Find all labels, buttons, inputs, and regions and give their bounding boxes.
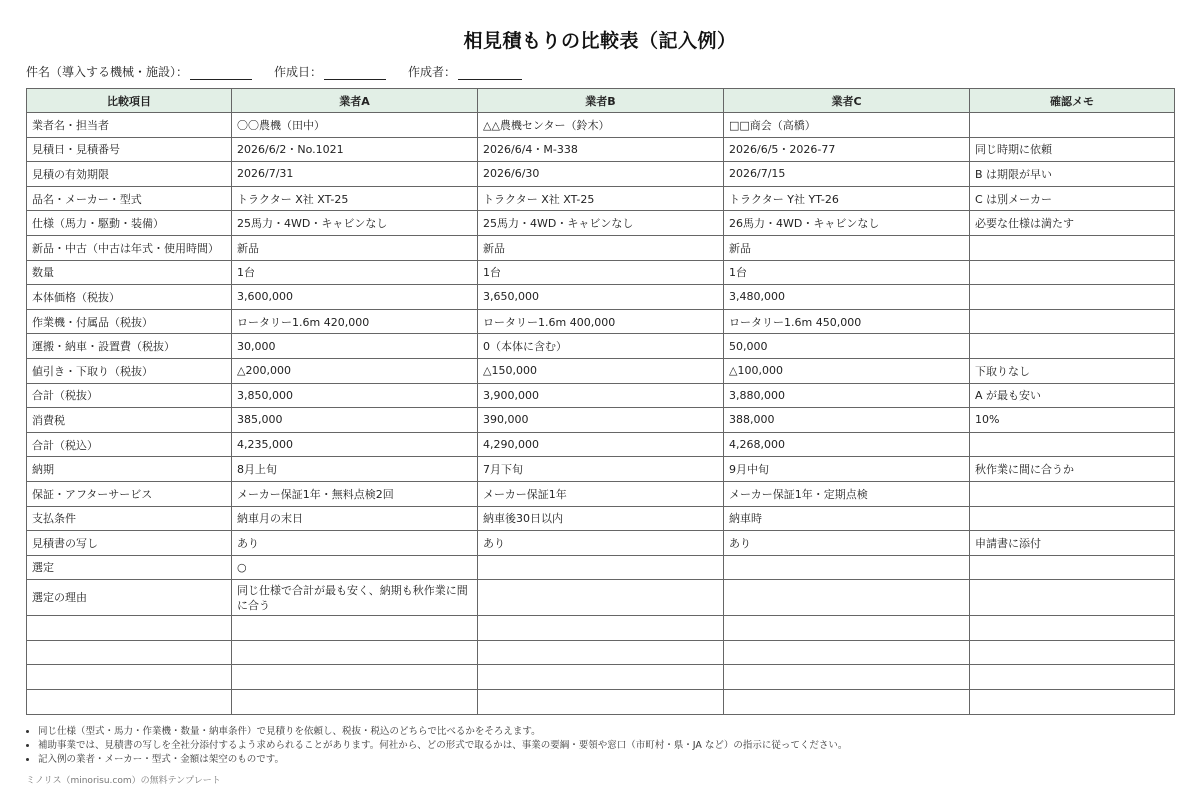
- cell-vendor-c[interactable]: □□商会（高橋）: [724, 113, 970, 138]
- cell-item: 合計（税込）: [27, 432, 232, 457]
- cell-vendor-c[interactable]: 50,000: [724, 334, 970, 359]
- author-field: [408, 63, 522, 80]
- cell-item: 本体価格（税抜）: [27, 285, 232, 310]
- cell-vendor-a[interactable]: 385,000: [232, 408, 478, 433]
- cell-vendor-c[interactable]: [724, 640, 970, 665]
- case-label: 件名（導入する機械・施設）：: [26, 65, 189, 79]
- notes: [26, 725, 847, 767]
- cell-vendor-c[interactable]: ロータリー1.6m 450,000: [724, 309, 970, 334]
- table-row: [27, 506, 1175, 531]
- cell-item: 消費税: [27, 408, 232, 433]
- table-row: [27, 186, 1175, 211]
- table-body: [27, 113, 1175, 715]
- cell-item: 値引き・下取り（税抜）: [27, 358, 232, 383]
- cell-item: 品名・メーカー・型式: [27, 186, 232, 211]
- cell-item: 選定: [27, 555, 232, 580]
- cell-item: 保証・アフターサービス: [27, 481, 232, 506]
- cell-vendor-b[interactable]: [478, 616, 724, 641]
- cell-memo[interactable]: A が最も安い: [970, 383, 1175, 408]
- cell-item: 数量: [27, 260, 232, 285]
- cell-item: 仕様（馬力・駆動・装備）: [27, 211, 232, 236]
- cell-vendor-b[interactable]: 390,000: [478, 408, 724, 433]
- cell-vendor-b[interactable]: [478, 665, 724, 690]
- cell-vendor-c[interactable]: あり: [724, 531, 970, 556]
- cell-vendor-b[interactable]: あり: [478, 531, 724, 556]
- table-row: [27, 162, 1175, 187]
- cell-item: 支払条件: [27, 506, 232, 531]
- cell-vendor-c[interactable]: 新品: [724, 235, 970, 260]
- date-field: [274, 63, 386, 80]
- cell-vendor-a[interactable]: 4,235,000: [232, 432, 478, 457]
- cell-vendor-b[interactable]: メーカー保証1年: [478, 481, 724, 506]
- cell-memo[interactable]: [970, 309, 1175, 334]
- footer-credit: ミノリス（minorisu.com）の無料テンプレート: [26, 776, 221, 786]
- cell-vendor-c[interactable]: 3,880,000: [724, 383, 970, 408]
- cell-vendor-a[interactable]: メーカー保証1年・無料点検2回: [232, 481, 478, 506]
- cell-vendor-b[interactable]: 1台: [478, 260, 724, 285]
- table-row: [27, 481, 1175, 506]
- header-memo: 確認メモ: [970, 89, 1175, 113]
- table-row: [27, 690, 1175, 715]
- cell-vendor-b[interactable]: 3,900,000: [478, 383, 724, 408]
- cell-memo[interactable]: 10%: [970, 408, 1175, 433]
- cell-vendor-b[interactable]: 納車後30日以内: [478, 506, 724, 531]
- cell-vendor-c[interactable]: 1台: [724, 260, 970, 285]
- cell-memo[interactable]: [970, 640, 1175, 665]
- cell-item: 見積日・見積番号: [27, 137, 232, 162]
- cell-vendor-a[interactable]: 3,850,000: [232, 383, 478, 408]
- cell-vendor-a[interactable]: [232, 616, 478, 641]
- cell-vendor-c[interactable]: 2026/6/5・2026-77: [724, 137, 970, 162]
- cell-vendor-c[interactable]: 26馬力・4WD・キャビンなし: [724, 211, 970, 236]
- cell-vendor-b[interactable]: △△農機センター（鈴木）: [478, 113, 724, 138]
- cell-item: 見積の有効期限: [27, 162, 232, 187]
- table-row: [27, 383, 1175, 408]
- cell-vendor-b[interactable]: △150,000: [478, 358, 724, 383]
- cell-item: 作業機・付属品（税抜）: [27, 309, 232, 334]
- cell-vendor-c[interactable]: [724, 616, 970, 641]
- cell-memo[interactable]: [970, 616, 1175, 641]
- cell-vendor-a[interactable]: 納車月の末日: [232, 506, 478, 531]
- cell-item: 運搬・納車・設置費（税抜）: [27, 334, 232, 359]
- page-title: 相見積もりの比較表（記入例）: [463, 30, 737, 52]
- case-blank-line[interactable]: [190, 67, 252, 80]
- table-row: [27, 260, 1175, 285]
- cell-memo[interactable]: [970, 665, 1175, 690]
- cell-vendor-a[interactable]: [232, 690, 478, 715]
- cell-item: 選定の理由: [27, 580, 232, 616]
- cell-vendor-c[interactable]: [724, 690, 970, 715]
- cell-vendor-c[interactable]: トラクター Y社 YT-26: [724, 186, 970, 211]
- table-row: [27, 137, 1175, 162]
- cell-memo[interactable]: [970, 690, 1175, 715]
- table-row: [27, 285, 1175, 310]
- table-row: [27, 309, 1175, 334]
- cell-item: 合計（税抜）: [27, 383, 232, 408]
- table-row: [27, 408, 1175, 433]
- table-row: [27, 358, 1175, 383]
- cell-vendor-b[interactable]: [478, 555, 724, 580]
- cell-item: 新品・中古（中古は年式・使用時間）: [27, 235, 232, 260]
- cell-vendor-a[interactable]: 同じ仕様で合計が最も安く、納期も秋作業に間に合う: [232, 580, 478, 616]
- cell-memo[interactable]: [970, 481, 1175, 506]
- cell-item: [27, 690, 232, 715]
- cell-memo[interactable]: [970, 285, 1175, 310]
- cell-memo[interactable]: [970, 235, 1175, 260]
- cell-vendor-b[interactable]: [478, 640, 724, 665]
- cell-vendor-a[interactable]: [232, 665, 478, 690]
- header-vendor-c: 業者C: [724, 89, 970, 113]
- cell-vendor-b[interactable]: トラクター X社 XT-25: [478, 186, 724, 211]
- cell-vendor-a[interactable]: 〇〇農機（田中）: [232, 113, 478, 138]
- cell-memo[interactable]: [970, 113, 1175, 138]
- note-item: • 記入例の業者・メーカー・型式・金額は架空のものです。: [38, 753, 847, 767]
- cell-vendor-a[interactable]: 1台: [232, 260, 478, 285]
- cell-item: [27, 640, 232, 665]
- cell-vendor-a[interactable]: ○: [232, 555, 478, 580]
- cell-vendor-a[interactable]: ロータリー1.6m 420,000: [232, 309, 478, 334]
- table-row: [27, 334, 1175, 359]
- cell-vendor-a[interactable]: 2026/7/31: [232, 162, 478, 187]
- cell-vendor-a[interactable]: 新品: [232, 235, 478, 260]
- table-row: [27, 531, 1175, 556]
- cell-vendor-c[interactable]: 9月中旬: [724, 457, 970, 482]
- cell-vendor-a[interactable]: △200,000: [232, 358, 478, 383]
- comparison-table: [26, 88, 1175, 715]
- cell-item: 見積書の写し: [27, 531, 232, 556]
- cell-memo[interactable]: 秋作業に間に合うか: [970, 457, 1175, 482]
- date-blank-line[interactable]: [324, 67, 386, 80]
- case-field: [26, 63, 252, 80]
- cell-vendor-b[interactable]: 4,290,000: [478, 432, 724, 457]
- author-label: 作成者：: [408, 65, 457, 79]
- cell-vendor-c[interactable]: [724, 580, 970, 616]
- cell-memo[interactable]: [970, 432, 1175, 457]
- cell-vendor-c[interactable]: △100,000: [724, 358, 970, 383]
- cell-vendor-c[interactable]: 4,268,000: [724, 432, 970, 457]
- cell-memo[interactable]: 申請書に添付: [970, 531, 1175, 556]
- cell-memo[interactable]: [970, 555, 1175, 580]
- header-item: 比較項目: [27, 89, 232, 113]
- cell-vendor-b[interactable]: 新品: [478, 235, 724, 260]
- table-row: [27, 640, 1175, 665]
- cell-vendor-b[interactable]: 2026/6/30: [478, 162, 724, 187]
- cell-item: 納期: [27, 457, 232, 482]
- cell-memo[interactable]: [970, 580, 1175, 616]
- cell-vendor-c[interactable]: [724, 665, 970, 690]
- cell-vendor-c[interactable]: 388,000: [724, 408, 970, 433]
- cell-vendor-b[interactable]: 3,650,000: [478, 285, 724, 310]
- cell-vendor-a[interactable]: [232, 640, 478, 665]
- cell-vendor-a[interactable]: 3,600,000: [232, 285, 478, 310]
- cell-vendor-b[interactable]: 25馬力・4WD・キャビンなし: [478, 211, 724, 236]
- table-row: [27, 432, 1175, 457]
- cell-vendor-a[interactable]: あり: [232, 531, 478, 556]
- cell-memo[interactable]: 必要な仕様は満たす: [970, 211, 1175, 236]
- notes-list: [26, 725, 847, 767]
- cell-memo[interactable]: 下取りなし: [970, 358, 1175, 383]
- cell-vendor-a[interactable]: 2026/6/2・No.1021: [232, 137, 478, 162]
- cell-vendor-a[interactable]: 25馬力・4WD・キャビンなし: [232, 211, 478, 236]
- cell-vendor-b[interactable]: ロータリー1.6m 400,000: [478, 309, 724, 334]
- table-row: [27, 113, 1175, 138]
- author-blank-line[interactable]: [458, 67, 522, 80]
- note-item: • 補助事業では、見積書の写しを全社分添付するよう求められることがあります。何社から、どの形式で取るかは、事業の要綱・要領や窓口（市町村・県・JA など）の指示に従ってください。: [38, 739, 847, 753]
- cell-memo[interactable]: C は別メーカー: [970, 186, 1175, 211]
- table-row: [27, 580, 1175, 616]
- table-row: [27, 457, 1175, 482]
- table-row: [27, 211, 1175, 236]
- table-header-row: [27, 89, 1175, 113]
- cell-vendor-b[interactable]: [478, 580, 724, 616]
- cell-item: [27, 616, 232, 641]
- table-row: [27, 235, 1175, 260]
- cell-vendor-c[interactable]: 3,480,000: [724, 285, 970, 310]
- cell-memo[interactable]: [970, 260, 1175, 285]
- table-row: [27, 555, 1175, 580]
- cell-item: 業者名・担当者: [27, 113, 232, 138]
- document-meta: [26, 63, 522, 80]
- cell-vendor-a[interactable]: 8月上旬: [232, 457, 478, 482]
- note-item: • 同じ仕様（型式・馬力・作業機・数量・納車条件）で見積りを依頼し、税抜・税込のどちらで比べるかをそろえます。: [38, 725, 847, 739]
- cell-vendor-c[interactable]: 納車時: [724, 506, 970, 531]
- cell-vendor-b[interactable]: 2026/6/4・M-338: [478, 137, 724, 162]
- table-row: [27, 616, 1175, 641]
- cell-vendor-b[interactable]: [478, 690, 724, 715]
- cell-memo[interactable]: [970, 334, 1175, 359]
- cell-memo[interactable]: 同じ時期に依頼: [970, 137, 1175, 162]
- cell-item: [27, 665, 232, 690]
- cell-vendor-b[interactable]: 0（本体に含む）: [478, 334, 724, 359]
- cell-vendor-c[interactable]: [724, 555, 970, 580]
- cell-vendor-a[interactable]: 30,000: [232, 334, 478, 359]
- cell-vendor-c[interactable]: 2026/7/15: [724, 162, 970, 187]
- cell-vendor-a[interactable]: トラクター X社 XT-25: [232, 186, 478, 211]
- cell-memo[interactable]: B は期限が早い: [970, 162, 1175, 187]
- cell-memo[interactable]: [970, 506, 1175, 531]
- header-vendor-b: 業者B: [478, 89, 724, 113]
- header-vendor-a: 業者A: [232, 89, 478, 113]
- cell-vendor-b[interactable]: 7月下旬: [478, 457, 724, 482]
- date-label: 作成日：: [274, 65, 323, 79]
- cell-vendor-c[interactable]: メーカー保証1年・定期点検: [724, 481, 970, 506]
- table-row: [27, 665, 1175, 690]
